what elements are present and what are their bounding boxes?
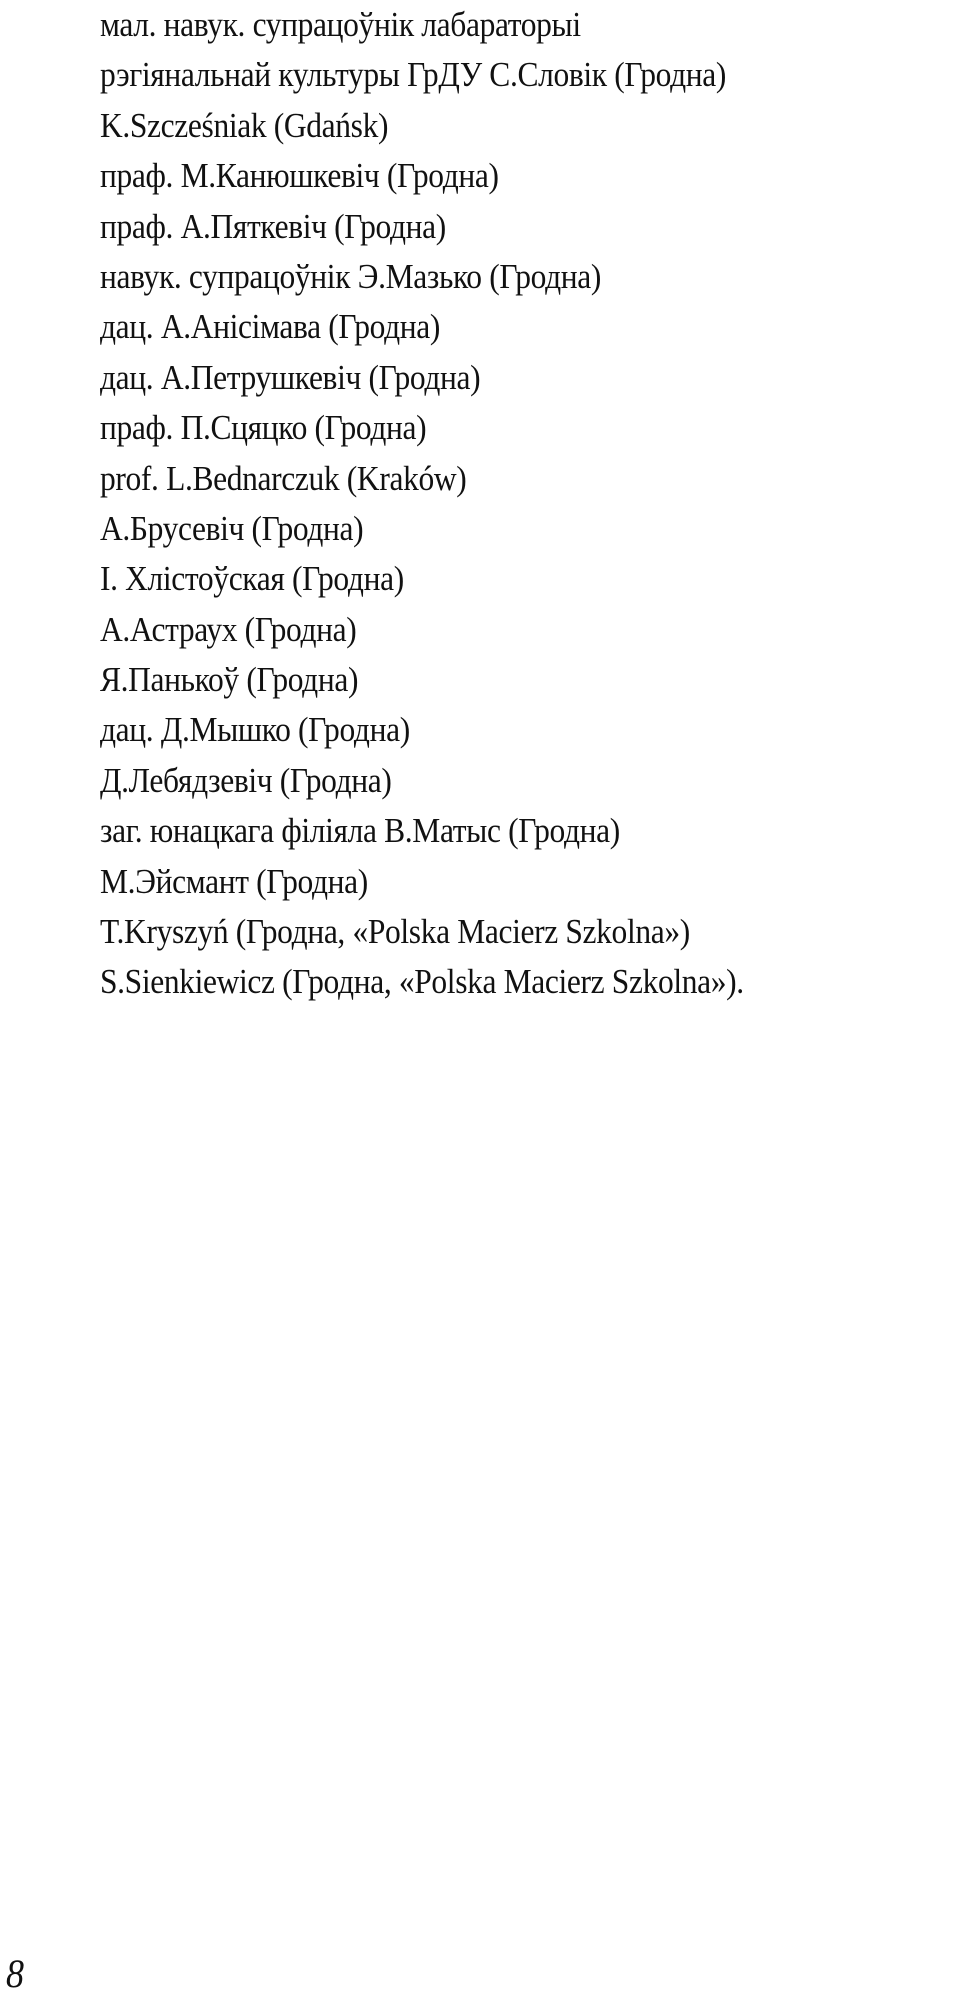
list-item: навук. супрацоўнік Э.Мазько (Гродна) bbox=[100, 256, 602, 296]
list-item: дац. А.Петрушкевіч (Гродна) bbox=[100, 357, 481, 397]
list-item: мал. навук. супрацоўнік лабараторыі bbox=[100, 5, 581, 44]
list-item: М.Эйсмант (Гродна) bbox=[100, 861, 368, 901]
list-item: І. Хлістоўская (Гродна) bbox=[100, 559, 404, 599]
list-item: Я.Панькоў (Гродна) bbox=[100, 660, 359, 700]
list-item: дац. Д.Мышко (Гродна) bbox=[100, 710, 410, 750]
list-item: праф. А.Пяткевіч (Гродна) bbox=[100, 206, 446, 246]
list-item: праф. П.Сцяцко (Гродна) bbox=[100, 408, 427, 448]
list-item: рэгіянальнай культуры ГрДУ С.Словік (Гродна) bbox=[100, 55, 727, 95]
page-number: 8 bbox=[6, 1951, 24, 1996]
list-item: T.Kryszyń (Гродна, «Polska Macierz Szkolna») bbox=[100, 912, 690, 952]
participants-list bbox=[100, 0, 955, 1008]
list-item: А.Астраух (Гродна) bbox=[100, 609, 357, 649]
list-item: А.Брусевіч (Гродна) bbox=[100, 508, 364, 548]
list-item: заг. юнацкага філіяла В.Матыс (Гродна) bbox=[100, 811, 620, 851]
list-item: праф. М.Канюшкевіч (Гродна) bbox=[100, 156, 499, 196]
list-item: K.Szcześniak (Gdańsk) bbox=[100, 105, 389, 145]
list-item: дац. А.Анісімава (Гродна) bbox=[100, 307, 441, 347]
list-item: Д.Лебядзевіч (Гродна) bbox=[100, 760, 392, 800]
list-item: prof. L.Bednarczuk (Kraków) bbox=[100, 458, 467, 498]
list-item: S.Sienkiewicz (Гродна, «Polska Macierz Szkolna»). bbox=[100, 962, 744, 1002]
